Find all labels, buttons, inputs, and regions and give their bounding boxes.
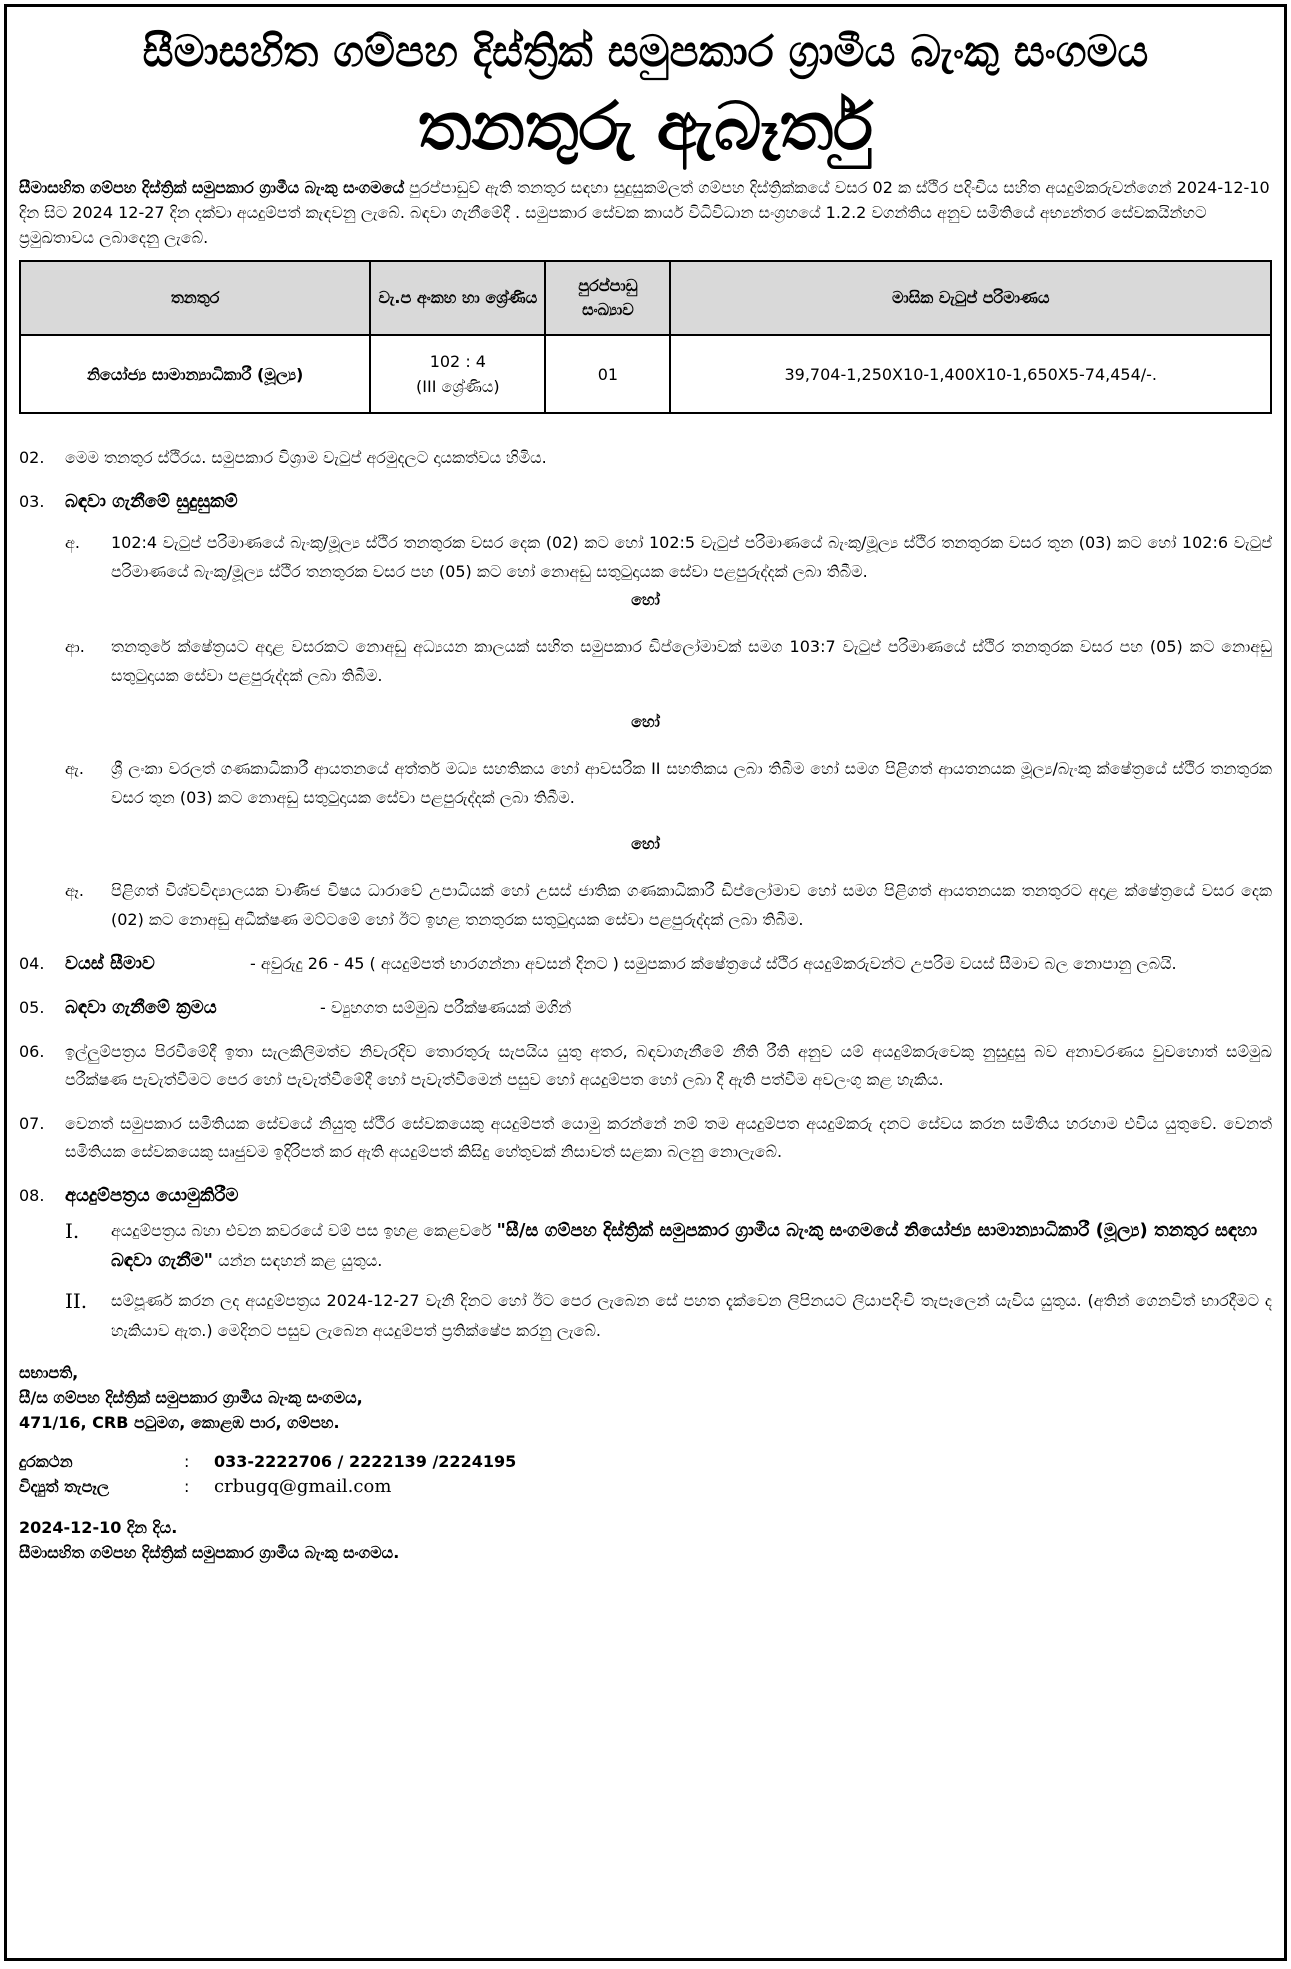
- contact-phone: [19, 1449, 1272, 1474]
- item-text: තනතුරේ ක්ෂේත්‍රයට අදාළ වසරකට නොඅඩු අධ්‍යයන කාලයක් සහිත සමුපකාර ඩිප්ලෝමාවක් සමග 103:7 වැටුප් පරිමාණයේ ස්ථිර තනතුරක වසර පහ (05) කට නොඅඩු සතුටුදායක සේවා පළපුරුද්දක් ලබා තිබීම.: [111, 637, 1272, 685]
- section-heading: බඳවා ගැනීමේ සුදුසුකම්: [65, 491, 238, 512]
- table-row: [20, 335, 1271, 413]
- section-heading: අයදුම්පත්‍රය යොමුකිරීම: [65, 1185, 239, 1206]
- grade: (III ශ්‍රේණිය): [416, 377, 500, 396]
- qualification-item: [65, 876, 1272, 934]
- section-05: [19, 994, 1272, 1022]
- vacancy-table: [19, 260, 1272, 414]
- recruitment-method-label: බඳවා ගැනීමේ ක්‍රමය: [65, 997, 217, 1018]
- section-text: වෙනත් සමුපකාර සමිතියක සේවයේ නියුතු ස්ථිර සේවකයෙකු අයදුම්පත් යොමු කරන්නේ නම් තම අයදුම්පත අයදුම්කරු දනට සේවය කරන සමිතිය හරහාම එවිය යුතුවේ. වෙනත් සමිතියක සේවකයෙකු සෘජුවම ඉදිරිපත් කර ඇති අයදුම්පත් කිසිදු හේතුවක් නිසාවත් සළකා බලනු නොලැබේ.: [65, 1114, 1272, 1161]
- section-04: [19, 950, 1272, 978]
- header-post: තනතුර: [20, 261, 370, 335]
- advertisement-page: [4, 4, 1287, 1961]
- footer-block: [19, 1515, 1272, 1565]
- age-limit-label: වයස් සීමාව: [65, 953, 155, 974]
- section-number: 08.: [19, 1186, 45, 1205]
- qualification-item: [65, 528, 1272, 586]
- submission-item: [65, 1286, 1272, 1346]
- envelope-caption: "සී/ස ගම්පහ දිස්ත්‍රික් සමුපකාර ග්‍රාමීය බැංකු සංගමයේ නියෝජ්‍ය සාමාන්‍යාධිකාරී (මූල්‍ය) තනතුර සඳහා බඳවා ගැනීම": [111, 1220, 1258, 1271]
- item-text: 102:4 වැටුප් පරිමාණයේ බැංකු/මූල්‍ය ස්ථිර තනතුරක වසර දෙක (02) කට හෝ 102:5 වැටුප් පරිමාණයේ බැංකු/මූල්‍ය ස්ථිර තනතුරක වසර තුන (03) කට හෝ 102:6 වැටුප් පරිමාණයේ බැංකු/මූල්‍ය ස්ථිර තනතුරක වසර පහ (05) කට හෝ නොඅඩු සතුටුදායක සේවා පළපුරුද්දක් ලබා තිබීම.: [111, 533, 1272, 581]
- contact-label: දුරකථන: [19, 1452, 73, 1471]
- intro-org-name: සීමාසහිත ගම්පහ දිස්ත්‍රික් සමුපකාර ග්‍රාමීය බැංකු සංගමයේ: [19, 178, 405, 197]
- section-text: ඉල්ලුම්පත්‍රය පිරවීමේදී ඉතා සැලකිලිමත්ව නිවැරදිව තොරතුරු සැපයිය යුතු අතර, බඳවාගැනීමේ නීති රීති අනුව යම් අයදුම්කරුවෙකු නුසුදුසු බව අනාවරණය වුවහොත් සම්මුඛ පරීක්ෂණ පැවැත්වීමට පෙර හෝ පැවැත්වීමේදී හෝ පැවැත්වීමෙන් පසුව හෝ අයදුම්පත හෝ ලබා දී ඇති පත්වීම අවලංගු කළ හැකිය.: [65, 1042, 1272, 1089]
- header-salary-scale: මාසික වැටුප් පරිමාණය: [670, 261, 1271, 335]
- section-02: [19, 444, 1272, 472]
- recruitment-method-text: - ව්‍යුහගත සම්මුඛ පරීක්ෂණයක් මගින්: [320, 998, 572, 1017]
- item-text: අයදුම්පත්‍රය බහා එවන කවරයේ වම් පස ඉහළ කෙළවරේ: [111, 1221, 497, 1240]
- age-limit-text: - අවුරුදු 26 - 45 ( අයදුම්පත් භාරගන්නා අවසන් දිනට ) සමුපකාර ක්ෂේත්‍රයේ ස්ථිර අයදුම්කරුවන්ට උපරිම වයස් සීමාව බල නොපානු ලබයි.: [250, 954, 1177, 973]
- item-roman: I.: [65, 1219, 80, 1243]
- section-number: 02.: [19, 448, 45, 467]
- contact-label: විද්‍යුත් තැපෑල: [19, 1477, 110, 1496]
- section-07: [19, 1110, 1272, 1166]
- item-roman: II.: [65, 1289, 88, 1313]
- item-letter: ඈ.: [65, 881, 84, 900]
- header-code-grade: වැ.ප අංකහ හා ශ්‍රේණිය: [370, 261, 545, 335]
- phone-numbers: 033-2222706 / 2222139 /2224195: [214, 1452, 517, 1471]
- item-letter: අ.: [65, 533, 80, 552]
- item-text: ශ්‍රී ලංකා වරලත් ගණකාධිකාරී ආයතනයේ අත්තර් මධ්‍ය සහතිකය හෝ ආවසරික II සහතිකය ලබා තිබීම හෝ සමග පිළිගත් ආයතනයක මූල්‍ය/බැංකු ක්ෂේත්‍රයේ ස්ථිර තනතුරක වසර තුන (03) කට නොඅඩු සතුටුදායක සේවා පළපුරුද්දක් ලබා තිබීම.: [111, 759, 1272, 807]
- or-separator: හෝ: [631, 834, 660, 853]
- or-separator: හෝ: [631, 590, 660, 609]
- issue-date: 2024-12-10 දින දිය.: [19, 1518, 178, 1537]
- intro-paragraph: [19, 175, 1272, 250]
- section-number: 03.: [19, 492, 45, 511]
- qualification-item: [65, 632, 1272, 690]
- footer-org: සීමාසහිත ගම්පහ දිස්ත්‍රික් සමුපකාර ග්‍රාමීය බැංකු සංගමය.: [19, 1543, 400, 1562]
- salary-code: 102 : 4: [429, 352, 486, 371]
- qualification-item: [65, 754, 1272, 812]
- item-text: සම්පූර්ණ කරන ලද අයදුම්පත්‍රය 2024-12-27 වැනි දිනට හෝ ඊට පෙර ලැබෙන සේ පහත දැක්වෙන ලිපිනයට ලියාපදිංචි තැපෑලෙන් යැවිය යුතුය. (අතින් ගෙනවිත් භාරදීමට ද හැකියාව ඇත.) මෙදිනට පසුව ලැබෙන අයදුම්පත් ප්‍රතික්ෂේප කරනු ලැබේ.: [111, 1291, 1272, 1340]
- item-text: පිළිගත් විශ්වවිද්‍යාලයක වාණිජ විෂය ධාරාවේ උපාධියක් හෝ උසස් ජාතික ගණකාධිකාරී ඩිප්ලෝමාව හෝ සමග පිළිගත් ආයතනයක තනතුරට අදාළ ක්ෂේත්‍රයේ වසර දෙක (02) කට නොඅඩු අධීක්ෂණ මට්ටමේ හෝ ඊට ඉහළ තනතුරක සතුටුදායක සේවා පළපුරුද්දක් ලබා තිබීම.: [111, 881, 1272, 929]
- section-text: මෙම තනතුර ස්ථිරය. සමුපකාර විශ්‍රාම වැටුප් අරමුදලට දායකත්වය හිමිය.: [65, 448, 547, 467]
- signatory-title: සභාපති,: [19, 1363, 79, 1382]
- vacancy-table-header: [20, 261, 1271, 335]
- cell-code-grade: [370, 335, 545, 413]
- cell-post: නියෝජ්‍ය සාමාන්‍යාධිකාරී (මූල්‍ය): [20, 335, 370, 413]
- item-letter: ඇ.: [65, 759, 84, 778]
- contact-block: [19, 1449, 1272, 1499]
- email-address: crbugq@gmail.com: [214, 1476, 392, 1497]
- submission-item: [65, 1216, 1272, 1276]
- item-text: යන්න සඳහන් කළ යුතුය.: [213, 1251, 383, 1270]
- section-03: [19, 488, 1272, 516]
- contact-separator: :: [184, 1477, 190, 1496]
- section-number: 04.: [19, 954, 45, 973]
- vacancies-title: තනතුරු ඇබෑර්තු: [417, 88, 874, 165]
- section-number: 05.: [19, 998, 45, 1017]
- or-separator: හෝ: [631, 712, 660, 731]
- section-number: 07.: [19, 1114, 45, 1133]
- section-number: 06.: [19, 1042, 45, 1061]
- section-08: [19, 1182, 1272, 1210]
- signatory-address: 471/16, CRB පටුමග, කොළඹ පාර, ගම්පහ.: [19, 1413, 340, 1432]
- cell-salary-scale: 39,704-1,250X10-1,400X10-1,650X5-74,454/-.: [670, 335, 1271, 413]
- header-vacancy-count: පුරප්පාඩු සංඛ්‍යාව: [545, 261, 670, 335]
- signature-block: [19, 1360, 1272, 1435]
- signatory-org: සී/ස ගම්පහ දිස්ත්‍රික් සමුපකාර ග්‍රාමීය බැංකු සංගමය,: [19, 1388, 363, 1407]
- section-06: [19, 1038, 1272, 1094]
- intro-text: පුරප්පාඩුව් ඇති තනතුර සඳහා සුදුසුකම්ලත් ගම්පහ දිස්ත්‍රික්කයේ වසර 02 ක ස්ථිර පදිංචිය සහිත අයදුම්කරුවන්ගෙන් 2024-12-10 දින සිට 2024 12-27 දින දක්වා අයදුම්පත් කැඳවනු ලැබේ. බඳවා ගැනීමේදී . සමුපකාර සේවක කාර්ය විධිවිධාන සංග්‍රහයේ 1.2.2 වගන්තිය අනුව සමිතියේ අභ්‍යන්තර සේවකයින්හට ප්‍රමුඛතාවය ලබාදෙනු ලැබේ.: [19, 178, 1270, 247]
- contact-separator: :: [184, 1452, 190, 1471]
- cell-vacancy-count: 01: [545, 335, 670, 413]
- contact-email: [19, 1474, 1272, 1499]
- item-letter: ආ.: [65, 637, 85, 656]
- organization-title: සීමාසහිත ගම්පහ දිස්ත්‍රික් සමුපකාර ග්‍රාමීය බැංකු සංගමය: [142, 27, 1149, 77]
